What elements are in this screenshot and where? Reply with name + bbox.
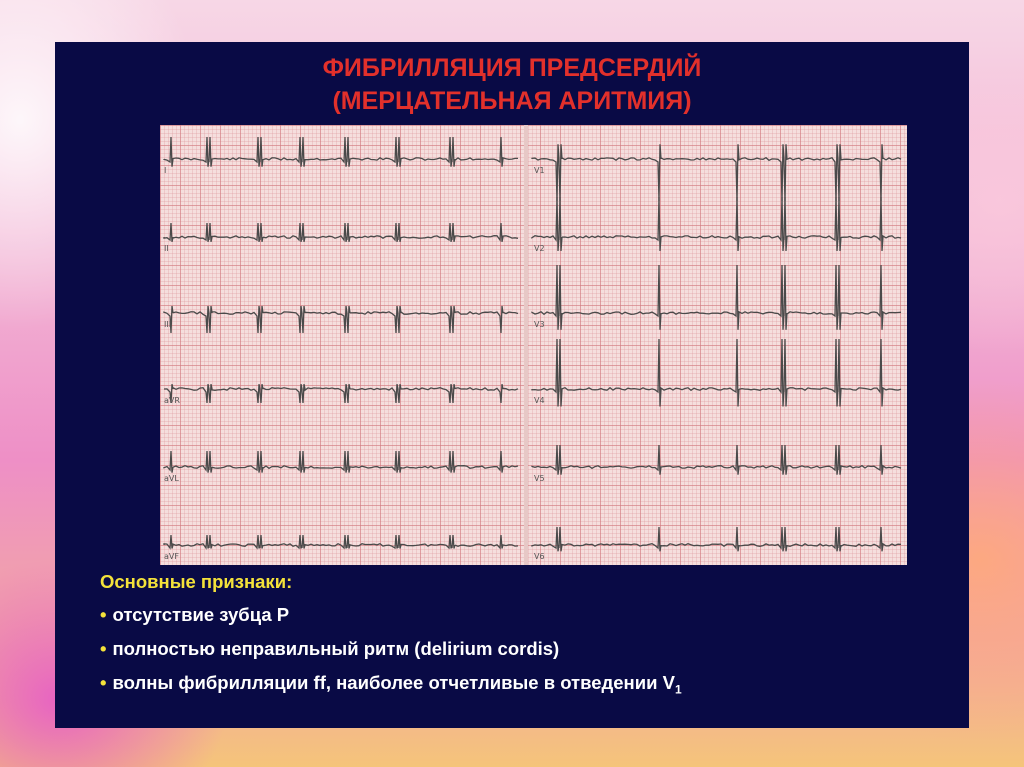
lead-label: III bbox=[164, 320, 172, 329]
bullet-icon: • bbox=[100, 672, 107, 693]
ecg-trace-left bbox=[164, 384, 518, 403]
ecg-trace-right bbox=[532, 144, 901, 201]
feature-item bbox=[100, 603, 682, 627]
feature-item bbox=[100, 637, 682, 661]
lead-label: V5 bbox=[534, 474, 545, 483]
slide-title bbox=[55, 52, 969, 118]
features-heading: Основные признаки: bbox=[100, 571, 293, 592]
ecg-trace-right bbox=[532, 445, 901, 475]
ecg-trace-right bbox=[532, 197, 901, 251]
lead-label: II bbox=[164, 244, 169, 253]
ecg-trace-left bbox=[164, 223, 518, 242]
title-line-1: ФИБРИЛЛЯЦИЯ ПРЕДСЕРДИЙ bbox=[322, 54, 702, 82]
lead-label: V2 bbox=[534, 244, 545, 253]
ecg-trace-left bbox=[164, 306, 518, 333]
feature-item-text: отсутствие зубца Р bbox=[112, 604, 290, 625]
ecg-trace-right bbox=[532, 339, 901, 407]
lead-label: aVR bbox=[164, 396, 180, 405]
features-list bbox=[100, 570, 682, 712]
lead-label: aVL bbox=[164, 474, 179, 483]
lead-label: I bbox=[164, 166, 167, 175]
lead-label: V1 bbox=[534, 166, 545, 175]
ecg-trace-right bbox=[532, 265, 901, 330]
bullet-icon: • bbox=[100, 604, 107, 625]
title-line-2: (МЕРЦАТЕЛЬНАЯ АРИТМИЯ) bbox=[332, 87, 692, 115]
ecg-traces bbox=[160, 125, 907, 565]
ecg-trace-left bbox=[164, 451, 518, 473]
ecg-trace-left bbox=[164, 535, 518, 549]
feature-item bbox=[100, 671, 682, 702]
feature-item-text: полностью неправильный ритм (delirium cordis) bbox=[112, 638, 560, 659]
slide-panel bbox=[55, 42, 969, 728]
ecg-image bbox=[160, 125, 907, 565]
feature-item-subscript: 1 bbox=[674, 682, 682, 697]
ecg-trace-left bbox=[164, 137, 518, 167]
ecg-trace-right bbox=[532, 527, 901, 551]
bullet-icon: • bbox=[100, 638, 107, 659]
lead-label: V6 bbox=[534, 552, 545, 561]
lead-label: aVF bbox=[164, 552, 179, 561]
feature-item-text: волны фибрилляции ff, наиболее отчетливые в отведении V bbox=[112, 672, 675, 693]
lead-label: V3 bbox=[534, 320, 545, 329]
lead-label: V4 bbox=[534, 396, 545, 405]
